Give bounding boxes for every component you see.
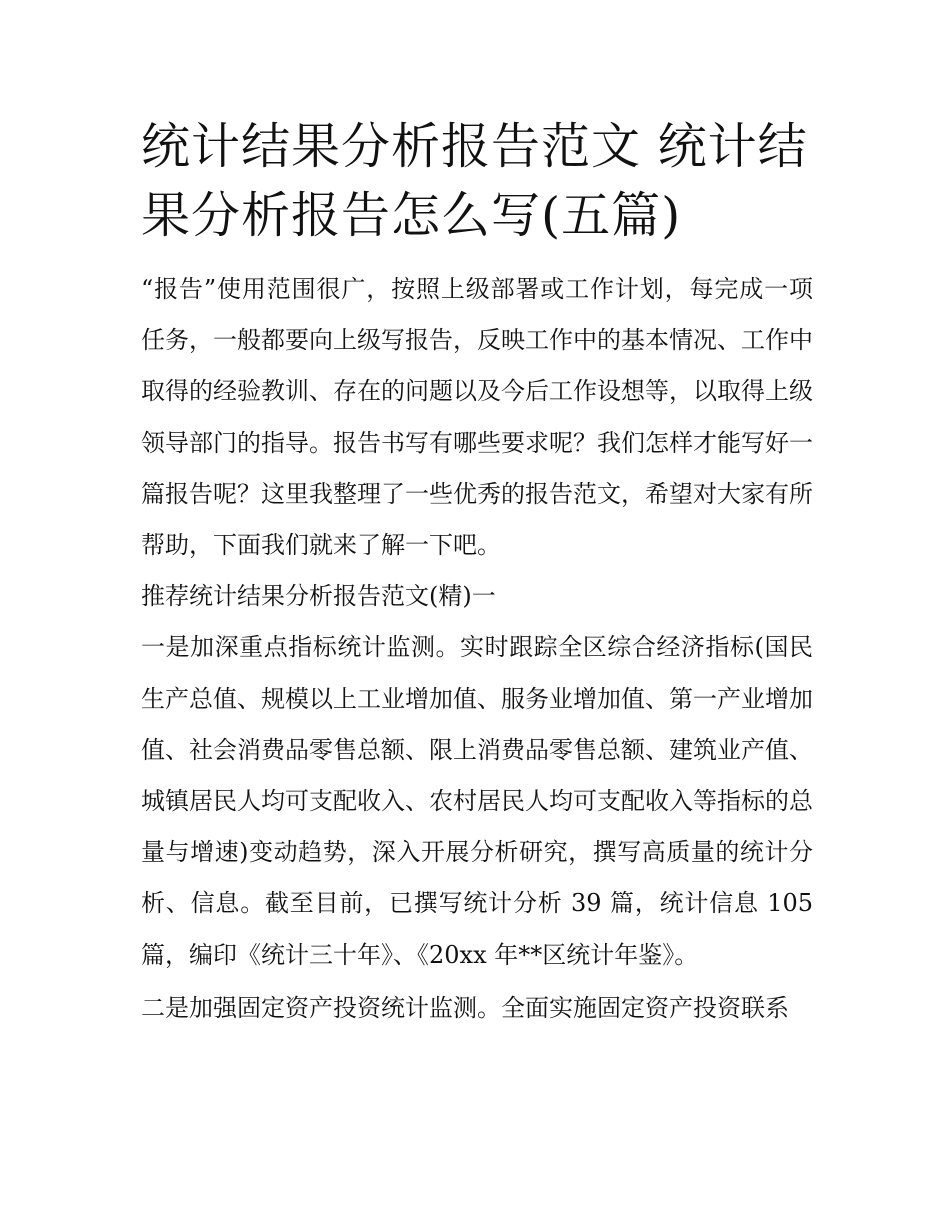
document-title: 统计结果分析报告范文 统计结果分析报告怎么写(五篇) [141, 118, 808, 244]
document-page [141, 112, 813, 1034]
body-paragraph-1: 一是加深重点指标统计监测。实时跟踪全区综合经济指标(国民生产总值、规模以上工业增加值、服务业增加值、第一产业增加值、社会消费品零售总额、限上消费品零售总额、建筑业产值、城镇居民人均可支配收入、农村居民人均可支配收入等指标的总量与增速)变动趋势，深入开展分析研究，撰写高质量的统计分析、信息。截至目前，已撰写统计分析 39 篇，统计信息 105 篇，编印《统计三十年》、《20xx 年**区统计年鉴》。 [141, 633, 813, 969]
body-paragraph-2: 二是加强固定资产投资统计监测。全面实施固定资产投资联系 [141, 993, 789, 1022]
intro-paragraph: “报告”使用范围很广，按照上级部署或工作计划，每完成一项任务，一般都要向上级写报告，反映工作中的基本情况、工作中取得的经验教训、存在的问题以及今后工作设想等，以取得上级领导部门的指导。报告书写有哪些要求呢？我们怎样才能写好一篇报告呢？这里我整理了一些优秀的报告范文，希望对大家有所帮助，下面我们就来了解一下吧。 [141, 275, 813, 560]
document-body [141, 264, 813, 1034]
section-heading: 推荐统计结果分析报告范文(精)一 [141, 582, 496, 611]
